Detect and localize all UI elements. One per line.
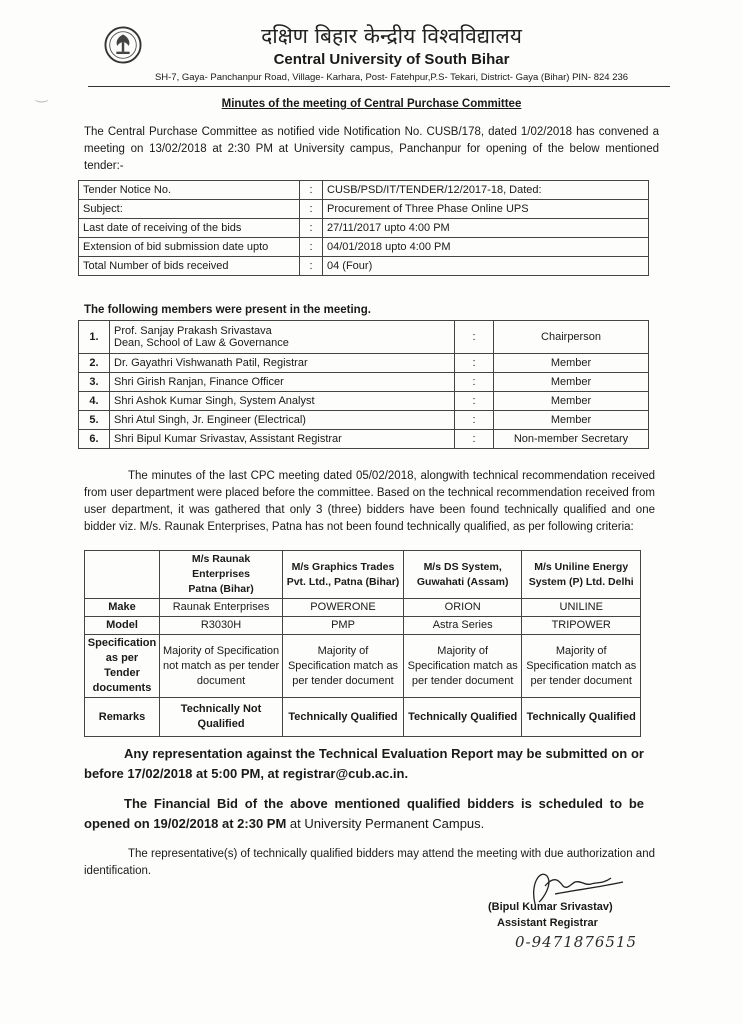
margin-mark: ‿ xyxy=(36,86,48,102)
member-name xyxy=(110,321,455,354)
table-row xyxy=(79,321,649,354)
tender-label: Subject: xyxy=(79,200,300,219)
member-role: Non-member Secretary xyxy=(494,430,649,449)
member-number: 2. xyxy=(79,354,110,373)
member-number: 4. xyxy=(79,392,110,411)
member-name-line: Prof. Sanjay Prakash Srivastava xyxy=(114,325,272,337)
signatory-name: (Bipul Kumar Srivastav) xyxy=(488,901,613,913)
header-divider xyxy=(88,86,670,87)
spec-cell: Majority of Specification match as per tender document xyxy=(403,635,522,698)
row-label: Remarks xyxy=(85,698,160,737)
separator: : xyxy=(300,257,323,276)
table-row xyxy=(85,698,641,737)
spec-cell: Majority of Specification match as per tender document xyxy=(522,635,641,698)
tender-label: Extension of bid submission date upto xyxy=(79,238,300,257)
table-row xyxy=(79,238,649,257)
table-row xyxy=(79,430,649,449)
member-number: 3. xyxy=(79,373,110,392)
table-row xyxy=(79,411,649,430)
bids-evaluation-table xyxy=(84,550,641,737)
member-name: Shri Ashok Kumar Singh, System Analyst xyxy=(110,392,455,411)
model-cell: TRIPOWER xyxy=(522,617,641,635)
model-cell: PMP xyxy=(283,617,404,635)
university-address: SH-7, Gaya- Panchanpur Road, Village- Karhara, Post- Fatehpur,P.S- Tekari, District- Gaya (Bihar) PIN- 824 236 xyxy=(154,72,629,83)
separator: : xyxy=(300,219,323,238)
empty-header-cell xyxy=(85,551,160,599)
representation-notice: Any representation against the Technical Evaluation Report may be submitted on or before 17/02/2018 at 5:00 PM, at registrar@cub.ac.in. xyxy=(84,746,644,781)
row-label: Model xyxy=(85,617,160,635)
table-row xyxy=(79,373,649,392)
table-row xyxy=(85,617,641,635)
members-table xyxy=(78,320,649,449)
table-row xyxy=(85,635,641,698)
model-cell: Astra Series xyxy=(403,617,522,635)
spec-cell: Majority of Specification match as per tender document xyxy=(283,635,404,698)
separator: : xyxy=(455,354,494,373)
university-name: Central University of South Bihar xyxy=(273,51,510,68)
document-title: Minutes of the meeting of Central Purchase Committee xyxy=(221,98,522,110)
separator: : xyxy=(455,392,494,411)
table-row xyxy=(79,200,649,219)
tender-value: Procurement of Three Phase Online UPS xyxy=(323,200,649,219)
intro-paragraph: The Central Purchase Committee as notified vide Notification No. CUSB/178, dated 1/02/2018 has convened a meeting on 13/02/2018 at 2:30 PM at University campus, Panchanpur for opening of the below mentioned tender:- xyxy=(84,126,659,172)
tender-label: Tender Notice No. xyxy=(79,181,300,200)
table-row xyxy=(85,599,641,617)
make-cell: ORION xyxy=(403,599,522,617)
hindi-title: दक्षिण बिहार केन्द्रीय विश्वविद्यालय xyxy=(261,24,522,48)
separator: : xyxy=(455,321,494,354)
financial-bid-notice: The Financial Bid of the above mentioned qualified bidders is scheduled to be opened on 19/02/2018 at 2:30 PM at University Permanent Campus. xyxy=(84,796,644,831)
member-role: Chairperson xyxy=(494,321,649,354)
remarks-cell: Technically Not Qualified xyxy=(160,698,283,737)
separator: : xyxy=(455,430,494,449)
make-cell: POWERONE xyxy=(283,599,404,617)
table-row xyxy=(79,181,649,200)
member-number: 6. xyxy=(79,430,110,449)
members-heading: The following members were present in the meeting. xyxy=(84,304,371,316)
separator: : xyxy=(455,373,494,392)
remarks-cell: Technically Qualified xyxy=(522,698,641,737)
member-name: Shri Atul Singh, Jr. Engineer (Electrical) xyxy=(110,411,455,430)
member-role: Member xyxy=(494,354,649,373)
remarks-cell: Technically Qualified xyxy=(283,698,404,737)
row-label: Specification as per Tender documents xyxy=(85,635,160,698)
separator: : xyxy=(300,181,323,200)
make-cell: UNILINE xyxy=(522,599,641,617)
tender-label: Last date of receiving of the bids xyxy=(79,219,300,238)
separator: : xyxy=(300,238,323,257)
separator: : xyxy=(455,411,494,430)
separator: : xyxy=(300,200,323,219)
table-row xyxy=(79,392,649,411)
tender-value: 04 (Four) xyxy=(323,257,649,276)
row-label: Make xyxy=(85,599,160,617)
tender-value: CUSB/PSD/IT/TENDER/12/2017-18, Dated: xyxy=(323,181,649,200)
minutes-paragraph: The minutes of the last CPC meeting dated 05/02/2018, alongwith technical recommendation received from user department were placed before the committee. Based on the technical recommendation received from user department, it was gathered that only 3 (three) bidders have been found technically qualified and one bidder viz. M/s. Raunak Enterprises, Patna has not been found technically qualified, as per following criteria: xyxy=(84,470,655,533)
tender-value: 27/11/2017 upto 4:00 PM xyxy=(323,219,649,238)
member-name-line: Dean, School of Law & Governance xyxy=(114,337,289,349)
table-row xyxy=(79,219,649,238)
remarks-cell: Technically Qualified xyxy=(403,698,522,737)
bidder-header: M/s Graphics Trades Pvt. Ltd., Patna (Bihar) xyxy=(283,551,404,599)
table-header-row xyxy=(85,551,641,599)
member-role: Member xyxy=(494,392,649,411)
bidder-header: M/s Uniline Energy System (P) Ltd. Delhi xyxy=(522,551,641,599)
member-role: Member xyxy=(494,411,649,430)
tender-details-table xyxy=(78,180,649,276)
member-name: Shri Bipul Kumar Srivastav, Assistant Registrar xyxy=(110,430,455,449)
make-cell: Raunak Enterprises xyxy=(160,599,283,617)
member-name: Dr. Gayathri Vishwanath Patil, Registrar xyxy=(110,354,455,373)
bidder-header: M/s DS System, Guwahati (Assam) xyxy=(403,551,522,599)
table-row xyxy=(79,257,649,276)
spec-cell: Majority of Specification not match as per tender document xyxy=(160,635,283,698)
member-number: 1. xyxy=(79,321,110,354)
signatory-designation: Assistant Registrar xyxy=(497,917,598,929)
tender-label: Total Number of bids received xyxy=(79,257,300,276)
member-number: 5. xyxy=(79,411,110,430)
model-cell: R3030H xyxy=(160,617,283,635)
bidder-header: M/s Raunak Enterprises Patna (Bihar) xyxy=(160,551,283,599)
handwritten-phone: 0-9471876515 xyxy=(515,933,638,951)
member-name: Shri Girish Ranjan, Finance Officer xyxy=(110,373,455,392)
table-row xyxy=(79,354,649,373)
member-role: Member xyxy=(494,373,649,392)
tender-value: 04/01/2018 upto 4:00 PM xyxy=(323,238,649,257)
attendance-note: The representative(s) of technically qualified bidders may attend the meeting with due authorization and identification. xyxy=(84,848,655,877)
